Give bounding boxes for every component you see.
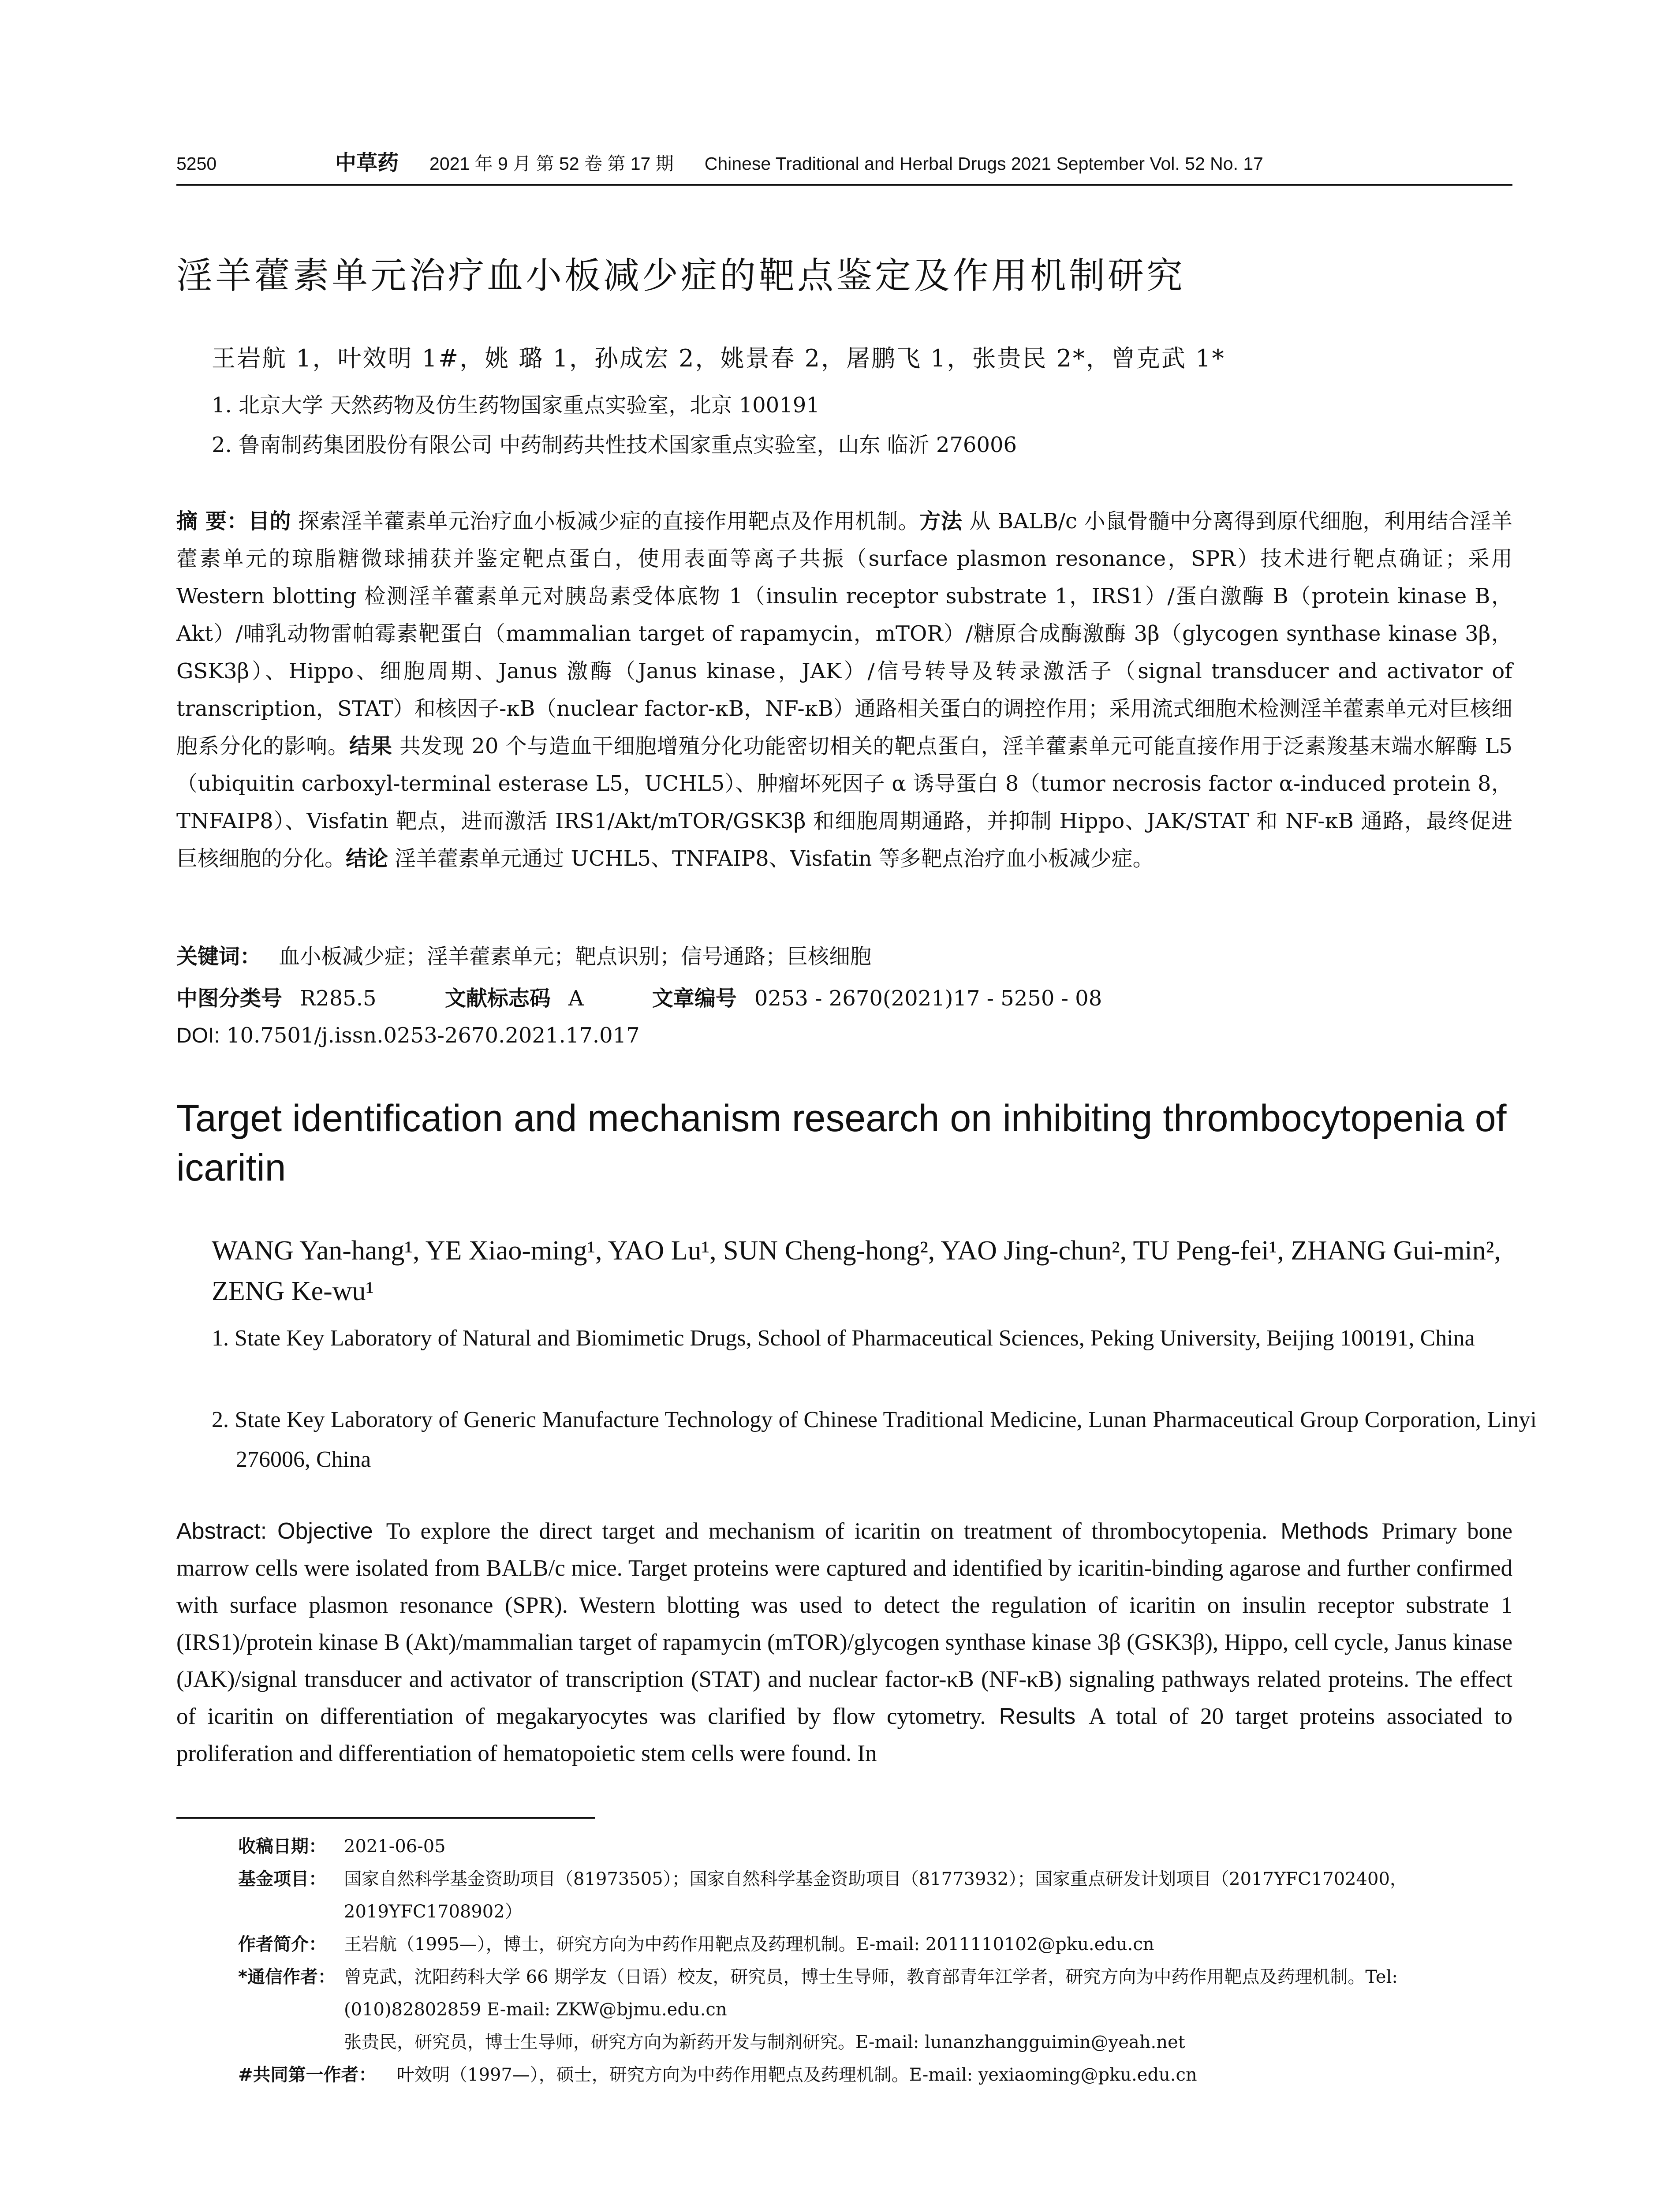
abstract-cn — [176, 503, 1512, 878]
footnote-rule — [176, 1817, 595, 1819]
keywords-label: 关键词： — [176, 944, 261, 969]
footnotes — [238, 1830, 1517, 2091]
affiliation-cn-2: 2. 鲁南制药集团股份有限公司 中药制药共性技术国家重点实验室，山东 临沂 276006 — [212, 433, 1017, 457]
issue-en: Chinese Traditional and Herbal Drugs 2021 September Vol. 52 No. 17 — [704, 153, 1263, 174]
running-header — [176, 146, 1512, 186]
title-en: Target identification and mechanism research on inhibiting thrombocytopenia of icaritin — [176, 1097, 1507, 1189]
results-label-en: Results — [999, 1704, 1076, 1729]
doi-row — [176, 1023, 640, 1048]
doc-code-value: A — [568, 986, 584, 1011]
abstract-cn-label: 摘 要： — [176, 509, 249, 534]
doi-value: 10.7501/j.issn.0253-2670.2021.17.017 — [226, 1023, 640, 1048]
authors-en: WANG Yan-hang¹, YE Xiao-ming¹, YAO Lu¹, SUN Cheng-hong², YAO Jing-chun², TU Peng-fei¹, ZHANG Gui-min², ZENG Ke-wu¹ — [212, 1236, 1501, 1306]
clc-label: 中图分类号 — [176, 986, 283, 1011]
affiliation-cn-1: 1. 北京大学 天然药物及仿生药物国家重点实验室，北京 100191 — [212, 393, 820, 418]
journal-name: 中草药 — [335, 150, 399, 175]
article-id-label: 文章编号 — [652, 986, 737, 1011]
objective-label-cn: 目的 — [248, 509, 291, 534]
clc-value: R285.5 — [300, 986, 377, 1011]
issue-cn: 2021 年 9 月 第 52 卷 第 17 期 — [429, 153, 674, 174]
title-cn: 淫羊藿素单元治疗血小板减少症的靶点鉴定及作用机制研究 — [176, 255, 1186, 297]
methods-cn: 从 BALB/c 小鼠骨髓中分离得到原代细胞，利用结合淫羊藿素单元的琼脂糖微球捕获并鉴定靶点蛋白，使用表面等离子共振（surface plasmon resonance，SPR）技术进行靶点确证；采用 Western blotting 检测淫羊藿素单元对胰岛素受体底物 1（insulin receptor substrate 1，IRS1）/蛋白激酶 B（protein kinase B，Akt）/哺乳动物雷帕霉素靶蛋白（mammalian target of rapamycin，mTOR）/糖原合成酶激酶 3β（glycogen synthase kinase 3β，GSK3β）、Hippo、细胞周期、Janus 激酶（Janus kinase，JAK）/信号转导及转录激活子（signal transducer and activator of transcription，STAT）和核因子-κB（nuclear factor-κB，NF-κB）通路相关蛋白的调控作用；采用流式细胞术检测淫羊藿素单元对巨核细胞系分化的影响。 — [176, 509, 1512, 759]
methods-en: Primary bone marrow cells were isolated from BALB/c mice. Target proteins were captured and identified by icaritin-binding agarose and further confirmed with surface plasmon resonance (SPR). Western blotting was used to detect the regulation of icaritin on insulin receptor substrate 1 (IRS1)/protein kinase B (Akt)/mammalian target of rapamycin (mTOR)/glycogen synthase kinase 3β (GSK3β), Hippo, cell cycle, Janus kinase (JAK)/signal transducer and activator of transcription (STAT) and nuclear factor-κB (NF-κB) signaling pathways related proteins. The effect of icaritin on differentiation of megakaryocytes was clarified by flow cytometry. — [176, 1518, 1513, 1729]
article-id-value: 0253 - 2670(2021)17 - 5250 - 08 — [754, 986, 1102, 1011]
footnote-corresponding: *通信作者： 曾克武，沈阳药科大学 66 期学友（日语）校友，研究员，博士生导师，教育部青年江学者，研究方向为中药作用靶点及药理机制。Tel: (010)82802859 E-mail: ZKW@bjmu.edu.cn — [238, 1967, 1398, 2020]
footnote-author-bio: 作者简介： 王岩航（1995—），博士，研究方向为中药作用靶点及药理机制。E-mail: 2011110102@pku.edu.cn — [238, 1934, 1154, 1955]
doi-label: DOI: — [176, 1024, 220, 1047]
methods-label-en: Methods — [1281, 1518, 1369, 1544]
classification-row — [176, 981, 1102, 1012]
results-en: A total of 20 target proteins associated to proliferation and differentiation of hematopoietic stem cells were found. In — [176, 1704, 1512, 1766]
methods-label-cn: 方法 — [919, 509, 963, 534]
doc-code-label: 文献标志码 — [444, 986, 551, 1011]
keywords-value: 血小板减少症；淫羊藿素单元；靶点识别；信号通路；巨核细胞 — [279, 944, 872, 969]
abstract-en — [176, 1513, 1512, 1772]
authors-cn: 王岩航 1，叶效明 1#，姚 璐 1，孙成宏 2，姚景春 2，屠鹏飞 1，张贵民 2*，曾克武 1* — [212, 344, 1225, 372]
objective-cn: 探索淫羊藿素单元治疗血小板减少症的直接作用靶点及作用机制。 — [298, 509, 920, 534]
objective-en: To explore the direct target and mechanism of icaritin on treatment of thrombocytopenia. — [386, 1518, 1268, 1544]
results-cn: 共发现 20 个与造血干细胞增殖分化功能密切相关的靶点蛋白，淫羊藿素单元可能直接作用于泛素羧基末端水解酶 L5（ubiquitin carboxyl-terminal esterase L5，UCHL5）、肿瘤坏死因子 α 诱导蛋白 8（tumor necrosis factor α-induced protein 8，TNFAIP8）、Visfatin 靶点，进而激活 IRS1/Akt/mTOR/GSK3β 和细胞周期通路，并抑制 Hippo、JAK/STAT 和 NF-κB 通路，最终促进巨核细胞的分化。 — [176, 734, 1512, 871]
results-label-cn: 结果 — [349, 734, 392, 759]
footnote-received: 收稿日期： 2021-06-05 — [238, 1836, 446, 1857]
footnote-co-first-author: #共同第一作者： 叶效明（1997—），硕士，研究方向为中药作用靶点及药理机制。E-mail: yexiaoming@pku.edu.cn — [238, 2065, 1197, 2085]
affiliation-en-2: 2. State Key Laboratory of Generic Manufacture Technology of Chinese Traditional Medicine, Lunan Pharmaceutical Group Corporation, Linyi 276006, China — [212, 1407, 1537, 1472]
page-number: 5250 — [176, 153, 217, 174]
conclusion-label-cn: 结论 — [346, 846, 388, 871]
abstract-en-label: Abstract: Objective — [176, 1518, 373, 1544]
footnote-corresponding-2: 张贵民，研究员，博士生导师，研究方向为新药开发与制剂研究。E-mail: lunanzhangguimin@yeah.net — [344, 2032, 1185, 2052]
affiliation-en-1: 1. State Key Laboratory of Natural and Biomimetic Drugs, School of Pharmaceutical Sciences, Peking University, Beijing 100191, China — [212, 1326, 1475, 1351]
footnote-funding: 基金项目： 国家自然科学基金资助项目（81973505）；国家自然科学基金资助项目（81773932）；国家重点研发计划项目（2017YFC1702400，2019YFC1708902） — [238, 1869, 1407, 1922]
keywords-cn — [176, 939, 871, 970]
conclusion-cn: 淫羊藿素单元通过 UCHL5、TNFAIP8、Visfatin 等多靶点治疗血小板减少症。 — [395, 846, 1154, 871]
